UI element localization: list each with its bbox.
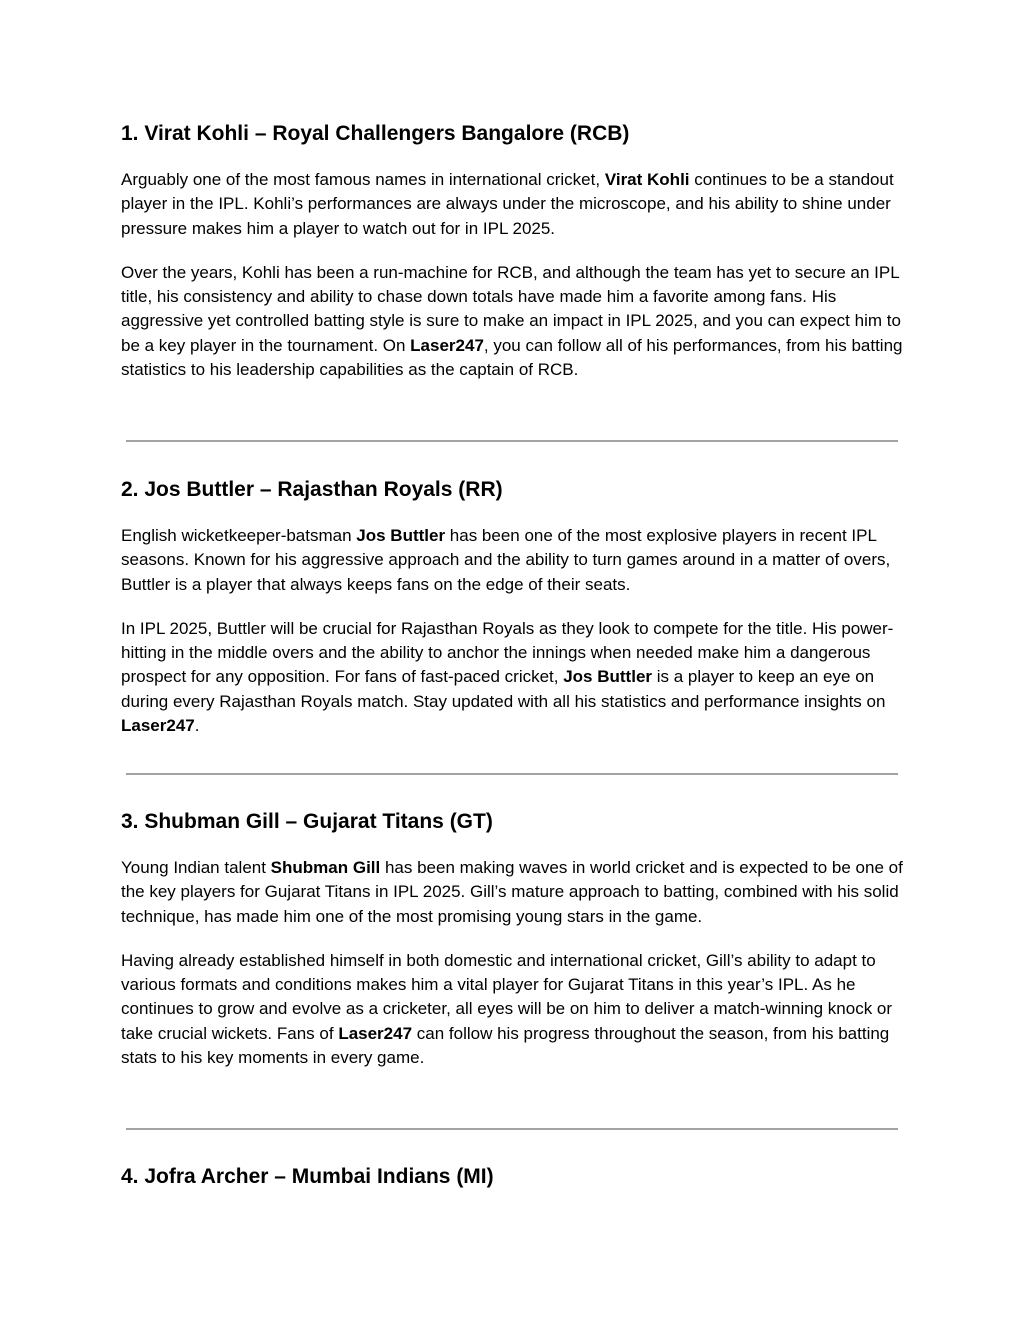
section-virat-kohli (121, 121, 911, 382)
section-paragraph (121, 617, 911, 738)
section-heading: 3. Shubman Gill – Gujarat Titans (GT) (121, 810, 493, 833)
text-run: has been making waves in world cricket and is expected to be one of the key players for Gujarat Titans in IPL 2025. Gill’s mature approach to batting, combined with his solid technique, has made him one of the most promising young stars in the game. (121, 858, 903, 926)
section-paragraph (121, 949, 911, 1070)
bold-brand-name: Laser247 (338, 1023, 413, 1043)
section-heading: 1. Virat Kohli – Royal Challengers Bangalore (RCB) (121, 122, 630, 145)
section-jos-buttler (121, 477, 911, 738)
text-run: In IPL 2025, Buttler will be crucial for Rajasthan Royals as they look to compete for the title. His power-hitting in the middle overs and the ability to anchor the innings when needed make him a dangerous prospect for any opposition. For fans of fast-paced cricket, (121, 618, 894, 687)
text-run: Over the years, Kohli has been a run-machine for RCB, and although the team has yet to secure an IPL title, his consistency and ability to chase down totals have made him a favorite among fans. His aggressive yet controlled batting style is sure to make an impact in IPL 2025, and you can expect him to be a key player in the tournament. On (121, 262, 901, 355)
text-run: English wicketkeeper-batsman (121, 526, 357, 545)
section-divider (126, 1128, 898, 1130)
bold-brand-name: Laser247 (121, 716, 195, 736)
bold-player-name: Jos Buttler (356, 526, 446, 545)
section-paragraph (121, 168, 911, 241)
text-run: can follow his progress throughout the season, from his batting stats to his key moments in every game. (121, 1023, 890, 1068)
text-run: Arguably one of the most famous names in international cricket, (121, 170, 605, 189)
section-heading: 4. Jofra Archer – Mumbai Indians (MI) (121, 1165, 494, 1188)
text-run: , you can follow all of his performances, from his batting statistics to his leadership capabilities as the captain of RCB. (121, 335, 903, 380)
section-divider (126, 440, 898, 442)
bold-player-name: Jos Buttler (563, 667, 653, 687)
text-run: Having already established himself in both domestic and international cricket, Gill’s ability to adapt to various formats and conditions makes him a vital player for Gujarat Titans in this year’s IPL. As he continues to grow and evolve as a cricketer, all eyes will be on him to deliver a match-winning knock or take crucial wickets. Fans of (121, 950, 893, 1043)
section-paragraph (121, 856, 911, 929)
text-run: Young Indian talent (121, 858, 271, 877)
text-run: has been one of the most explosive players in recent IPL seasons. Known for his aggressive approach and the ability to turn games around in a matter of overs, Buttler is a player that always keeps fans on the edge of their seats. (121, 526, 891, 594)
text-run: . (194, 716, 200, 736)
section-paragraph (121, 524, 911, 597)
text-run: continues to be a standout player in the IPL. Kohli’s performances are always under the microscope, and his ability to shine under pressure makes him a player to watch out for in IPL 2025. (121, 170, 894, 238)
section-divider (126, 773, 898, 775)
section-heading: 2. Jos Buttler – Rajasthan Royals (RR) (121, 478, 503, 501)
section-shubman-gill (121, 809, 911, 1070)
bold-player-name: Virat Kohli (604, 170, 690, 189)
section-jofra-archer (121, 1164, 911, 1190)
bold-brand-name: Laser247 (410, 335, 484, 355)
bold-player-name: Shubman Gill (270, 858, 381, 877)
text-run: is a player to keep an eye on during every Rajasthan Royals match. Stay updated with all his statistics and performance insights on (121, 667, 886, 711)
section-paragraph (121, 261, 911, 382)
